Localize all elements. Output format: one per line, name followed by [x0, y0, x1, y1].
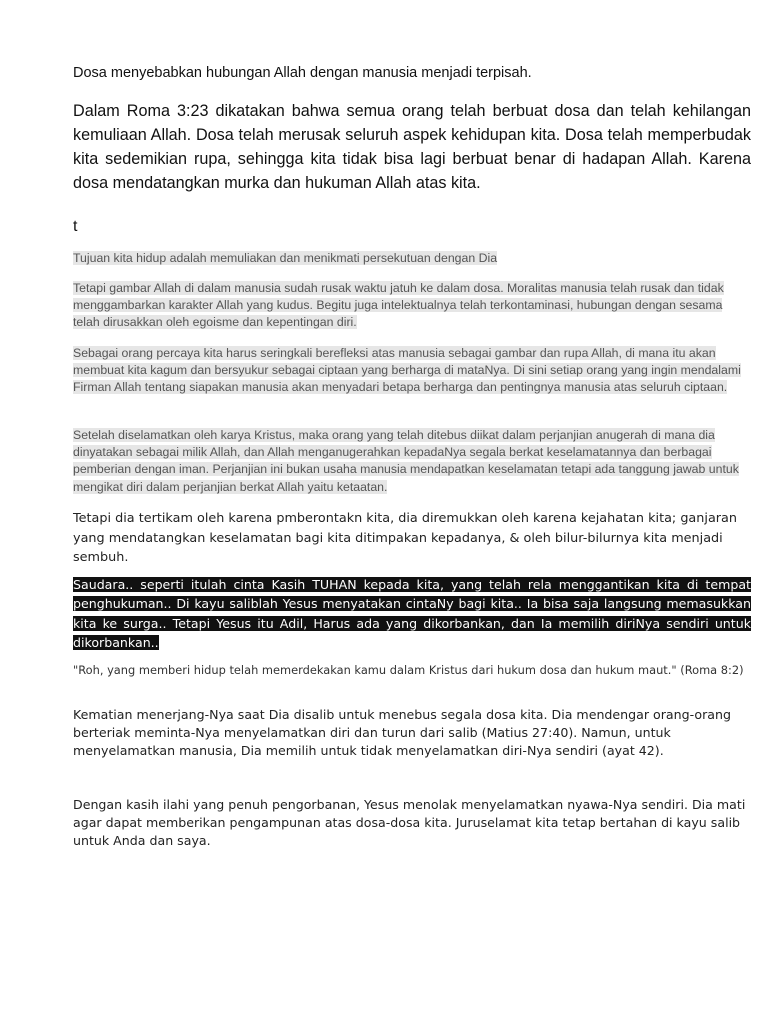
highlighted-paragraph: [73, 427, 751, 496]
closing-paragraph: Dengan kasih ilahi yang penuh pengorbanan, Yesus menolak menyelamatkan nyawa-Nya sendiri. Dia mati agar dapat memberikan pengampunan atas dosa-dosa kita. Juruselamat kita tetap bertahan di kayu salib untuk Anda dan saya.: [73, 797, 746, 848]
highlight-text: Tetapi gambar Allah di dalam manusia sudah rusak waktu jatuh ke dalam dosa. Moralitas manusia telah rusak dan tidak menggambarkan karakter Allah yang kudus. Begitu juga intelektualnya telah terkontaminasi, hubungan dengan sesama telah dirusakkan oleh egoisme dan kepentingan diri.: [73, 281, 724, 330]
scripture-quote: "Roh, yang memberi hidup telah memerdekakan kamu dalam Kristus dari hukum dosa dan hukum maut." (Roma 8:2): [73, 663, 744, 677]
highlight-text: Tujuan kita hidup adalah memuliakan dan menikmati persekutuan dengan Dia: [73, 251, 498, 265]
highlighted-paragraph: [73, 345, 751, 397]
highlighted-paragraph: [73, 250, 751, 267]
highlight-text: Setelah diselamatkan oleh karya Kristus, maka orang yang telah ditebus diikat dalam perjanjian anugerah di mana dia dinyatakan sebagai milik Allah, dan Allah menganugerahkan kepadaNya segala berkat keselamatannya dan berbagai pemberian dengan iman. Perjanjian ini bukan usaha manusia mendapatkan keselamatan tetapi ada tanggung jawab untuk mengikat diri dalam perjanjian berkat Allah yaitu ketaatan.: [73, 428, 739, 494]
dark-highlight-text: Saudara.. seperti itulah cinta Kasih TUHAN kepada kita, yang telah rela menggantikan kita di tempat penghukuman.. Di kayu saliblah Yesus menyatakan cintaNy bagi kita.. Ia bisa saja langsung memasukkan kita ke surga.. Tetapi Yesus itu Adil, Harus ada yang dikorbankan, dan Ia memilih diriNya sendiri untuk dikorbankan..: [73, 577, 751, 651]
isaiah-paragraph: Tetapi dia tertikam oleh karena pmberontakn kita, dia diremukkan oleh karena kejahatan kita; ganjaran yang mendatangkan keselamatan bagi kita ditimpakan kepadanya, & oleh bilur-bilurnya kita menjadi sembuh.: [73, 511, 737, 565]
death-paragraph: Kematian menerjang-Nya saat Dia disalib untuk menebus segala dosa kita. Dia mendengar orang-orang berteriak meminta-Nya menyelamatkan diri dan turun dari salib (Matius 27:40). Namun, untuk menyelamatkan manusia, Dia memilih untuk tidak menyelamatkan diri-Nya sendiri (ayat 42).: [73, 707, 731, 758]
highlight-text: Sebagai orang percaya kita harus seringkali berefleksi atas manusia sebagai gambar dan rupa Allah, di mana itu akan membuat kita kagum dan bersyukur sebagai ciptaan yang berharga di mataNya. Di sini setiap orang yang ingin mendalami Firman Allah tentang siapakan manusia akan menyadari betapa berharga dan pentingnya manusia atas seluruh ciptaan.: [73, 346, 741, 395]
main-paragraph: Dalam Roma 3:23 dikatakan bahwa semua orang telah berbuat dosa dan telah kehilangan kemuliaan Allah. Dosa telah merusak seluruh aspek kehidupan kita. Dosa telah memperbudak kita sedemikian rupa, sehingga kita tidak bisa lagi berbuat benar di hadapan Allah. Karena dosa mendatangkan murka dan hukuman Allah atas kita.: [73, 102, 751, 192]
dark-highlighted-paragraph: [73, 575, 751, 653]
intro-line: Dosa menyebabkan hubungan Allah dengan manusia menjadi terpisah.: [73, 65, 532, 81]
stray-character: t: [73, 218, 78, 235]
highlighted-paragraph: [73, 280, 751, 332]
